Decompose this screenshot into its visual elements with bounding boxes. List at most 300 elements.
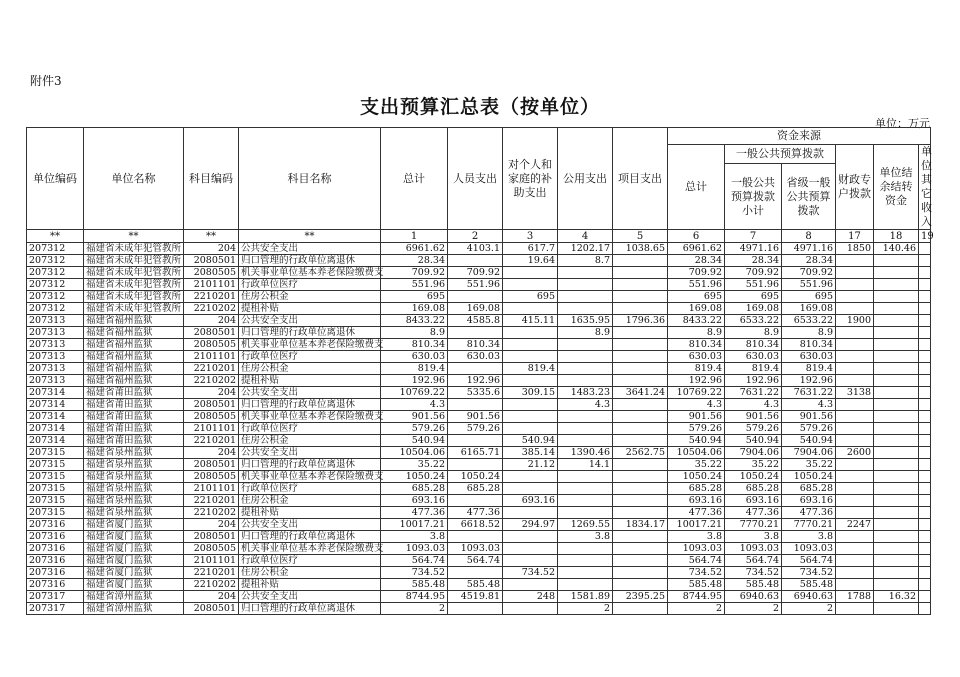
src-total-cell: 630.03 xyxy=(668,351,725,363)
unit-code-cell: 207316 xyxy=(27,567,84,579)
public-cell: 1635.95 xyxy=(558,315,613,327)
subsidy-cell xyxy=(503,603,558,615)
gb-subtotal-cell: 1093.03 xyxy=(725,543,782,555)
src-total-cell: 169.08 xyxy=(668,303,725,315)
table-row xyxy=(27,339,931,351)
src-total-cell: 695 xyxy=(668,291,725,303)
subsidy-cell: 21.12 xyxy=(503,459,558,471)
personnel-cell: 5335.6 xyxy=(448,387,503,399)
index-cell: ** xyxy=(184,230,239,243)
unit-code-cell: 207313 xyxy=(27,363,84,375)
project-cell xyxy=(613,411,668,423)
subject-code-cell: 2080501 xyxy=(184,327,239,339)
fiscal-special-cell xyxy=(836,555,874,567)
src-total-cell: 540.94 xyxy=(668,435,725,447)
subject-name-cell: 住房公积金 xyxy=(239,291,381,303)
gb-provincial-cell: 7770.21 xyxy=(782,519,836,531)
subsidy-cell xyxy=(503,375,558,387)
gb-subtotal-cell: 477.36 xyxy=(725,507,782,519)
unit-code-cell: 207316 xyxy=(27,543,84,555)
unit-name-cell: 福建省泉州监狱 xyxy=(84,507,184,519)
subsidy-cell: 540.94 xyxy=(503,435,558,447)
subject-name-cell: 住房公积金 xyxy=(239,363,381,375)
public-cell: 1581.89 xyxy=(558,591,613,603)
public-cell xyxy=(558,579,613,591)
subject-code-cell: 2210201 xyxy=(184,567,239,579)
subsidy-cell: 695 xyxy=(503,291,558,303)
gb-provincial-cell: 4971.16 xyxy=(782,243,836,255)
other-income-cell xyxy=(919,423,931,435)
carryover-cell xyxy=(874,483,919,495)
gb-provincial-cell: 192.96 xyxy=(782,375,836,387)
other-income-cell xyxy=(919,495,931,507)
carryover-cell: 16.32 xyxy=(874,591,919,603)
other-income-cell xyxy=(919,579,931,591)
subject-name-cell: 住房公积金 xyxy=(239,435,381,447)
unit-name-cell: 福建省莆田监狱 xyxy=(84,435,184,447)
project-cell xyxy=(613,351,668,363)
unit-code-cell: 207316 xyxy=(27,519,84,531)
subsidy-cell xyxy=(503,507,558,519)
table-row xyxy=(27,423,931,435)
total-cell: 10017.21 xyxy=(381,519,448,531)
fiscal-special-cell xyxy=(836,459,874,471)
project-cell: 1796.36 xyxy=(613,315,668,327)
carryover-cell xyxy=(874,291,919,303)
total-cell: 8433.22 xyxy=(381,315,448,327)
carryover-cell xyxy=(874,255,919,267)
personnel-cell xyxy=(448,495,503,507)
subject-code-cell: 204 xyxy=(184,447,239,459)
subject-code-cell: 204 xyxy=(184,243,239,255)
gb-subtotal-cell: 2 xyxy=(725,603,782,615)
unit-code-cell: 207317 xyxy=(27,603,84,615)
subsidy-cell xyxy=(503,411,558,423)
total-cell: 810.34 xyxy=(381,339,448,351)
other-income-cell xyxy=(919,279,931,291)
personnel-cell: 1093.03 xyxy=(448,543,503,555)
gb-provincial-cell: 685.28 xyxy=(782,483,836,495)
header-project: 项目支出 xyxy=(613,128,668,230)
public-cell xyxy=(558,375,613,387)
subject-name-cell: 公共安全支出 xyxy=(239,519,381,531)
subsidy-cell: 309.15 xyxy=(503,387,558,399)
gb-subtotal-cell: 7904.06 xyxy=(725,447,782,459)
unit-code-cell: 207312 xyxy=(27,279,84,291)
subject-name-cell: 公共安全支出 xyxy=(239,243,381,255)
total-cell: 8744.95 xyxy=(381,591,448,603)
unit-code-cell: 207313 xyxy=(27,375,84,387)
table-row xyxy=(27,411,931,423)
total-cell: 6961.62 xyxy=(381,243,448,255)
gb-provincial-cell: 901.56 xyxy=(782,411,836,423)
gb-provincial-cell: 1093.03 xyxy=(782,543,836,555)
table-row xyxy=(27,495,931,507)
other-income-cell xyxy=(919,531,931,543)
header-total: 总计 xyxy=(381,128,448,230)
subsidy-cell xyxy=(503,555,558,567)
table-row xyxy=(27,507,931,519)
carryover-cell: 140.46 xyxy=(874,243,919,255)
gb-provincial-cell: 585.48 xyxy=(782,579,836,591)
gb-subtotal-cell: 1050.24 xyxy=(725,471,782,483)
table-row xyxy=(27,267,931,279)
public-cell xyxy=(558,543,613,555)
public-cell xyxy=(558,567,613,579)
fiscal-special-cell xyxy=(836,423,874,435)
subject-name-cell: 公共安全支出 xyxy=(239,387,381,399)
carryover-cell xyxy=(874,267,919,279)
subsidy-cell: 19.64 xyxy=(503,255,558,267)
fiscal-special-cell xyxy=(836,279,874,291)
table-row xyxy=(27,327,931,339)
public-cell: 14.1 xyxy=(558,459,613,471)
project-cell xyxy=(613,279,668,291)
subsidy-cell: 385.14 xyxy=(503,447,558,459)
subject-code-cell: 2210202 xyxy=(184,579,239,591)
index-cell: 7 xyxy=(725,230,782,243)
unit-code-cell: 207314 xyxy=(27,411,84,423)
index-cell: ** xyxy=(84,230,184,243)
unit-name-cell: 福建省莆田监狱 xyxy=(84,423,184,435)
unit-code-cell: 207315 xyxy=(27,507,84,519)
project-cell: 3641.24 xyxy=(613,387,668,399)
header-subject-name: 科目名称 xyxy=(239,128,381,230)
gb-subtotal-cell: 35.22 xyxy=(725,459,782,471)
fiscal-special-cell xyxy=(836,495,874,507)
subject-name-cell: 行政单位医疗 xyxy=(239,279,381,291)
other-income-cell xyxy=(919,447,931,459)
public-cell xyxy=(558,351,613,363)
src-total-cell: 819.4 xyxy=(668,363,725,375)
subject-name-cell: 公共安全支出 xyxy=(239,591,381,603)
src-total-cell: 8.9 xyxy=(668,327,725,339)
gb-provincial-cell: 551.96 xyxy=(782,279,836,291)
unit-code-cell: 207312 xyxy=(27,243,84,255)
gb-provincial-cell: 4.3 xyxy=(782,399,836,411)
total-cell: 901.56 xyxy=(381,411,448,423)
subject-name-cell: 行政单位医疗 xyxy=(239,483,381,495)
table-row xyxy=(27,459,931,471)
public-cell: 1390.46 xyxy=(558,447,613,459)
header-general-budget: 一般公共预算拨款 xyxy=(725,145,836,164)
other-income-cell xyxy=(919,315,931,327)
header-gb-provincial: 省级一般公共预算拨款 xyxy=(782,164,836,230)
fiscal-special-cell: 3138 xyxy=(836,387,874,399)
src-total-cell: 1093.03 xyxy=(668,543,725,555)
other-income-cell xyxy=(919,603,931,615)
src-total-cell: 1050.24 xyxy=(668,471,725,483)
project-cell: 2562.75 xyxy=(613,447,668,459)
total-cell: 28.34 xyxy=(381,255,448,267)
personnel-cell: 1050.24 xyxy=(448,471,503,483)
table-row xyxy=(27,555,931,567)
gb-provincial-cell: 7904.06 xyxy=(782,447,836,459)
index-row xyxy=(27,230,931,243)
gb-provincial-cell: 709.92 xyxy=(782,267,836,279)
subject-code-cell: 2080505 xyxy=(184,267,239,279)
public-cell xyxy=(558,339,613,351)
unit-name-cell: 福建省莆田监狱 xyxy=(84,399,184,411)
unit-code-cell: 207314 xyxy=(27,423,84,435)
subsidy-cell: 693.16 xyxy=(503,495,558,507)
subsidy-cell xyxy=(503,351,558,363)
total-cell: 540.94 xyxy=(381,435,448,447)
budget-table xyxy=(26,127,934,615)
subject-code-cell: 2210201 xyxy=(184,435,239,447)
project-cell xyxy=(613,471,668,483)
header-gb-subtotal: 一般公共预算拨款小计 xyxy=(725,164,782,230)
src-total-cell: 3.8 xyxy=(668,531,725,543)
total-cell: 10504.06 xyxy=(381,447,448,459)
src-total-cell: 810.34 xyxy=(668,339,725,351)
index-cell: 6 xyxy=(668,230,725,243)
subject-name-cell: 提租补贴 xyxy=(239,507,381,519)
project-cell xyxy=(613,375,668,387)
project-cell xyxy=(613,507,668,519)
total-cell: 10769.22 xyxy=(381,387,448,399)
personnel-cell: 579.26 xyxy=(448,423,503,435)
unit-name-cell: 福建省泉州监狱 xyxy=(84,483,184,495)
project-cell xyxy=(613,567,668,579)
subject-code-cell: 2210201 xyxy=(184,495,239,507)
project-cell xyxy=(613,255,668,267)
carryover-cell xyxy=(874,375,919,387)
total-cell: 579.26 xyxy=(381,423,448,435)
index-cell: ** xyxy=(27,230,84,243)
gb-subtotal-cell: 709.92 xyxy=(725,267,782,279)
gb-subtotal-cell: 734.52 xyxy=(725,567,782,579)
carryover-cell xyxy=(874,387,919,399)
subject-name-cell: 机关事业单位基本养老保险缴费支 xyxy=(239,543,381,555)
gb-provincial-cell: 630.03 xyxy=(782,351,836,363)
public-cell: 8.7 xyxy=(558,255,613,267)
src-total-cell: 579.26 xyxy=(668,423,725,435)
fiscal-special-cell xyxy=(836,567,874,579)
subject-code-cell: 2080505 xyxy=(184,543,239,555)
total-cell: 819.4 xyxy=(381,363,448,375)
unit-name-cell: 福建省厦门监狱 xyxy=(84,519,184,531)
src-total-cell: 585.48 xyxy=(668,579,725,591)
other-income-cell xyxy=(919,459,931,471)
other-income-cell xyxy=(919,267,931,279)
personnel-cell: 901.56 xyxy=(448,411,503,423)
carryover-cell xyxy=(874,447,919,459)
other-income-cell xyxy=(919,591,931,603)
gb-provincial-cell: 477.36 xyxy=(782,507,836,519)
subject-code-cell: 204 xyxy=(184,519,239,531)
unit-code-cell: 207316 xyxy=(27,555,84,567)
index-cell: 1 xyxy=(381,230,448,243)
personnel-cell xyxy=(448,255,503,267)
src-total-cell: 8433.22 xyxy=(668,315,725,327)
table-row xyxy=(27,471,931,483)
total-cell: 1050.24 xyxy=(381,471,448,483)
total-cell: 564.74 xyxy=(381,555,448,567)
unit-name-cell: 福建省厦门监狱 xyxy=(84,543,184,555)
unit-code-cell: 207317 xyxy=(27,591,84,603)
subject-name-cell: 机关事业单位基本养老保险缴费支 xyxy=(239,471,381,483)
public-cell xyxy=(558,279,613,291)
unit-code-cell: 207314 xyxy=(27,387,84,399)
subject-name-cell: 机关事业单位基本养老保险缴费支 xyxy=(239,339,381,351)
fiscal-special-cell xyxy=(836,579,874,591)
attachment-label: 附件3 xyxy=(30,74,62,88)
src-total-cell: 192.96 xyxy=(668,375,725,387)
personnel-cell xyxy=(448,399,503,411)
public-cell: 4.3 xyxy=(558,399,613,411)
public-cell xyxy=(558,423,613,435)
fiscal-special-cell xyxy=(836,603,874,615)
unit-code-cell: 207313 xyxy=(27,327,84,339)
unit-code-cell: 207313 xyxy=(27,339,84,351)
gb-subtotal-cell: 685.28 xyxy=(725,483,782,495)
project-cell: 2395.25 xyxy=(613,591,668,603)
carryover-cell xyxy=(874,423,919,435)
project-cell xyxy=(613,543,668,555)
src-total-cell: 564.74 xyxy=(668,555,725,567)
project-cell xyxy=(613,495,668,507)
table-row xyxy=(27,447,931,459)
fiscal-special-cell xyxy=(836,399,874,411)
subject-name-cell: 归口管理的行政单位离退休 xyxy=(239,531,381,543)
other-income-cell xyxy=(919,567,931,579)
total-cell: 477.36 xyxy=(381,507,448,519)
gb-subtotal-cell: 551.96 xyxy=(725,279,782,291)
header-carryover: 单位结余结转资金 xyxy=(874,145,919,230)
gb-subtotal-cell: 4.3 xyxy=(725,399,782,411)
gb-subtotal-cell: 819.4 xyxy=(725,363,782,375)
unit-code-cell: 207316 xyxy=(27,531,84,543)
gb-subtotal-cell: 564.74 xyxy=(725,555,782,567)
unit-code-cell: 207314 xyxy=(27,399,84,411)
project-cell xyxy=(613,603,668,615)
carryover-cell xyxy=(874,531,919,543)
fiscal-special-cell: 2600 xyxy=(836,447,874,459)
subsidy-cell xyxy=(503,327,558,339)
unit-name-cell: 福建省福州监狱 xyxy=(84,339,184,351)
subsidy-cell: 248 xyxy=(503,591,558,603)
public-cell xyxy=(558,507,613,519)
subject-code-cell: 2101101 xyxy=(184,483,239,495)
gb-provincial-cell: 579.26 xyxy=(782,423,836,435)
unit-name-cell: 福建省未成年犯管教所 xyxy=(84,279,184,291)
unit-code-cell: 207312 xyxy=(27,267,84,279)
subject-name-cell: 归口管理的行政单位离退休 xyxy=(239,399,381,411)
subject-name-cell: 公共安全支出 xyxy=(239,315,381,327)
total-cell: 4.3 xyxy=(381,399,448,411)
other-income-cell xyxy=(919,387,931,399)
carryover-cell xyxy=(874,579,919,591)
subject-code-cell: 2080505 xyxy=(184,339,239,351)
personnel-cell: 4519.81 xyxy=(448,591,503,603)
subsidy-cell xyxy=(503,483,558,495)
total-cell: 685.28 xyxy=(381,483,448,495)
gb-provincial-cell: 1050.24 xyxy=(782,471,836,483)
project-cell xyxy=(613,531,668,543)
subject-name-cell: 机关事业单位基本养老保险缴费支 xyxy=(239,411,381,423)
src-total-cell: 2 xyxy=(668,603,725,615)
table-row xyxy=(27,435,931,447)
table-row xyxy=(27,387,931,399)
table-row xyxy=(27,255,931,267)
gb-provincial-cell: 693.16 xyxy=(782,495,836,507)
other-income-cell xyxy=(919,243,931,255)
subsidy-cell xyxy=(503,267,558,279)
table-row xyxy=(27,567,931,579)
page-title: 支出预算汇总表（按单位） xyxy=(359,96,600,118)
project-cell xyxy=(613,579,668,591)
personnel-cell: 585.48 xyxy=(448,579,503,591)
unit-code-cell: 207313 xyxy=(27,315,84,327)
subsidy-cell xyxy=(503,339,558,351)
index-cell: 4 xyxy=(558,230,613,243)
fiscal-special-cell xyxy=(836,267,874,279)
public-cell xyxy=(558,363,613,375)
header-subject-code: 科目编码 xyxy=(184,128,239,230)
gb-provincial-cell: 695 xyxy=(782,291,836,303)
fiscal-special-cell: 1900 xyxy=(836,315,874,327)
project-cell xyxy=(613,339,668,351)
index-cell: 17 xyxy=(836,230,874,243)
subject-code-cell: 2080501 xyxy=(184,399,239,411)
subject-name-cell: 提租补贴 xyxy=(239,303,381,315)
other-income-cell xyxy=(919,507,931,519)
total-cell: 1093.03 xyxy=(381,543,448,555)
public-cell xyxy=(558,483,613,495)
subject-code-cell: 2210202 xyxy=(184,507,239,519)
unit-code-cell: 207312 xyxy=(27,303,84,315)
gb-provincial-cell: 564.74 xyxy=(782,555,836,567)
table-row xyxy=(27,303,931,315)
gb-subtotal-cell: 28.34 xyxy=(725,255,782,267)
subsidy-cell xyxy=(503,279,558,291)
carryover-cell xyxy=(874,543,919,555)
carryover-cell xyxy=(874,459,919,471)
unit-name-cell: 福建省未成年犯管教所 xyxy=(84,243,184,255)
public-cell xyxy=(558,471,613,483)
subject-code-cell: 2080501 xyxy=(184,255,239,267)
subject-code-cell: 2080501 xyxy=(184,531,239,543)
public-cell xyxy=(558,495,613,507)
carryover-cell xyxy=(874,363,919,375)
public-cell: 1202.17 xyxy=(558,243,613,255)
subject-name-cell: 行政单位医疗 xyxy=(239,351,381,363)
personnel-cell: 6165.71 xyxy=(448,447,503,459)
other-income-cell xyxy=(919,399,931,411)
project-cell xyxy=(613,291,668,303)
project-cell: 1834.17 xyxy=(613,519,668,531)
subject-code-cell: 2080505 xyxy=(184,411,239,423)
index-cell: 19 xyxy=(919,230,931,243)
other-income-cell xyxy=(919,363,931,375)
total-cell: 35.22 xyxy=(381,459,448,471)
gb-provincial-cell: 28.34 xyxy=(782,255,836,267)
src-total-cell: 10769.22 xyxy=(668,387,725,399)
other-income-cell xyxy=(919,543,931,555)
subject-code-cell: 2101101 xyxy=(184,423,239,435)
index-cell: 8 xyxy=(782,230,836,243)
src-total-cell: 8744.95 xyxy=(668,591,725,603)
public-cell xyxy=(558,555,613,567)
src-total-cell: 28.34 xyxy=(668,255,725,267)
fiscal-special-cell xyxy=(836,543,874,555)
personnel-cell: 810.34 xyxy=(448,339,503,351)
src-total-cell: 693.16 xyxy=(668,495,725,507)
total-cell: 734.52 xyxy=(381,567,448,579)
personnel-cell: 685.28 xyxy=(448,483,503,495)
table-row xyxy=(27,375,931,387)
